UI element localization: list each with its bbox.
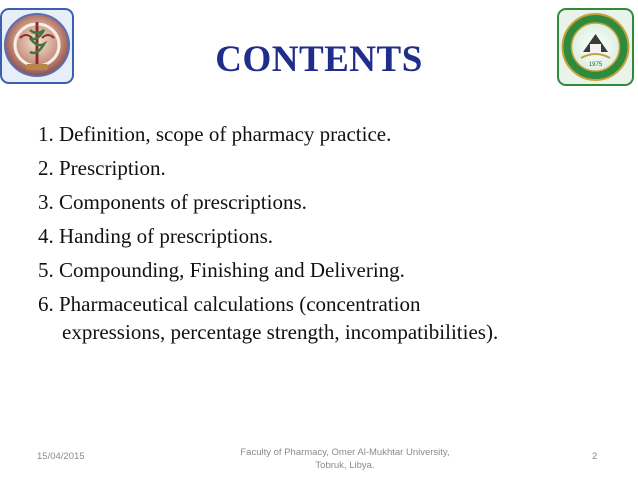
seal-year: 1975 [588, 62, 603, 68]
footer-affiliation-line2: Tobruk, Libya. [315, 460, 375, 471]
list-item-text: 3. Components of prescriptions. [38, 190, 307, 214]
list-item [38, 256, 628, 284]
list-item-continuation: expressions, percentage strength, incompatibilities). [62, 320, 499, 344]
list-item [38, 154, 628, 182]
list-item-text: 2. Prescription. [38, 156, 166, 180]
list-item [38, 222, 628, 250]
list-item-text: 5. Compounding, Finishing and Delivering. [38, 258, 405, 282]
contents-list [38, 120, 628, 352]
slide-title: CONTENTS [215, 39, 423, 80]
list-item-text: 1. Definition, scope of pharmacy practice. [38, 122, 392, 146]
footer-affiliation [200, 446, 490, 472]
list-item [38, 120, 628, 148]
list-item-text: 4. Handing of prescriptions. [38, 224, 274, 248]
list-item [38, 188, 628, 216]
list-item-text: 6. Pharmaceutical calculations (concentration [38, 292, 421, 316]
footer-date: 15/04/2015 [37, 451, 85, 462]
footer-affiliation-line1: Faculty of Pharmacy, Omer Al-Mukhtar University, [240, 447, 450, 458]
list-item [38, 290, 628, 346]
page-number: 2 [592, 451, 598, 462]
